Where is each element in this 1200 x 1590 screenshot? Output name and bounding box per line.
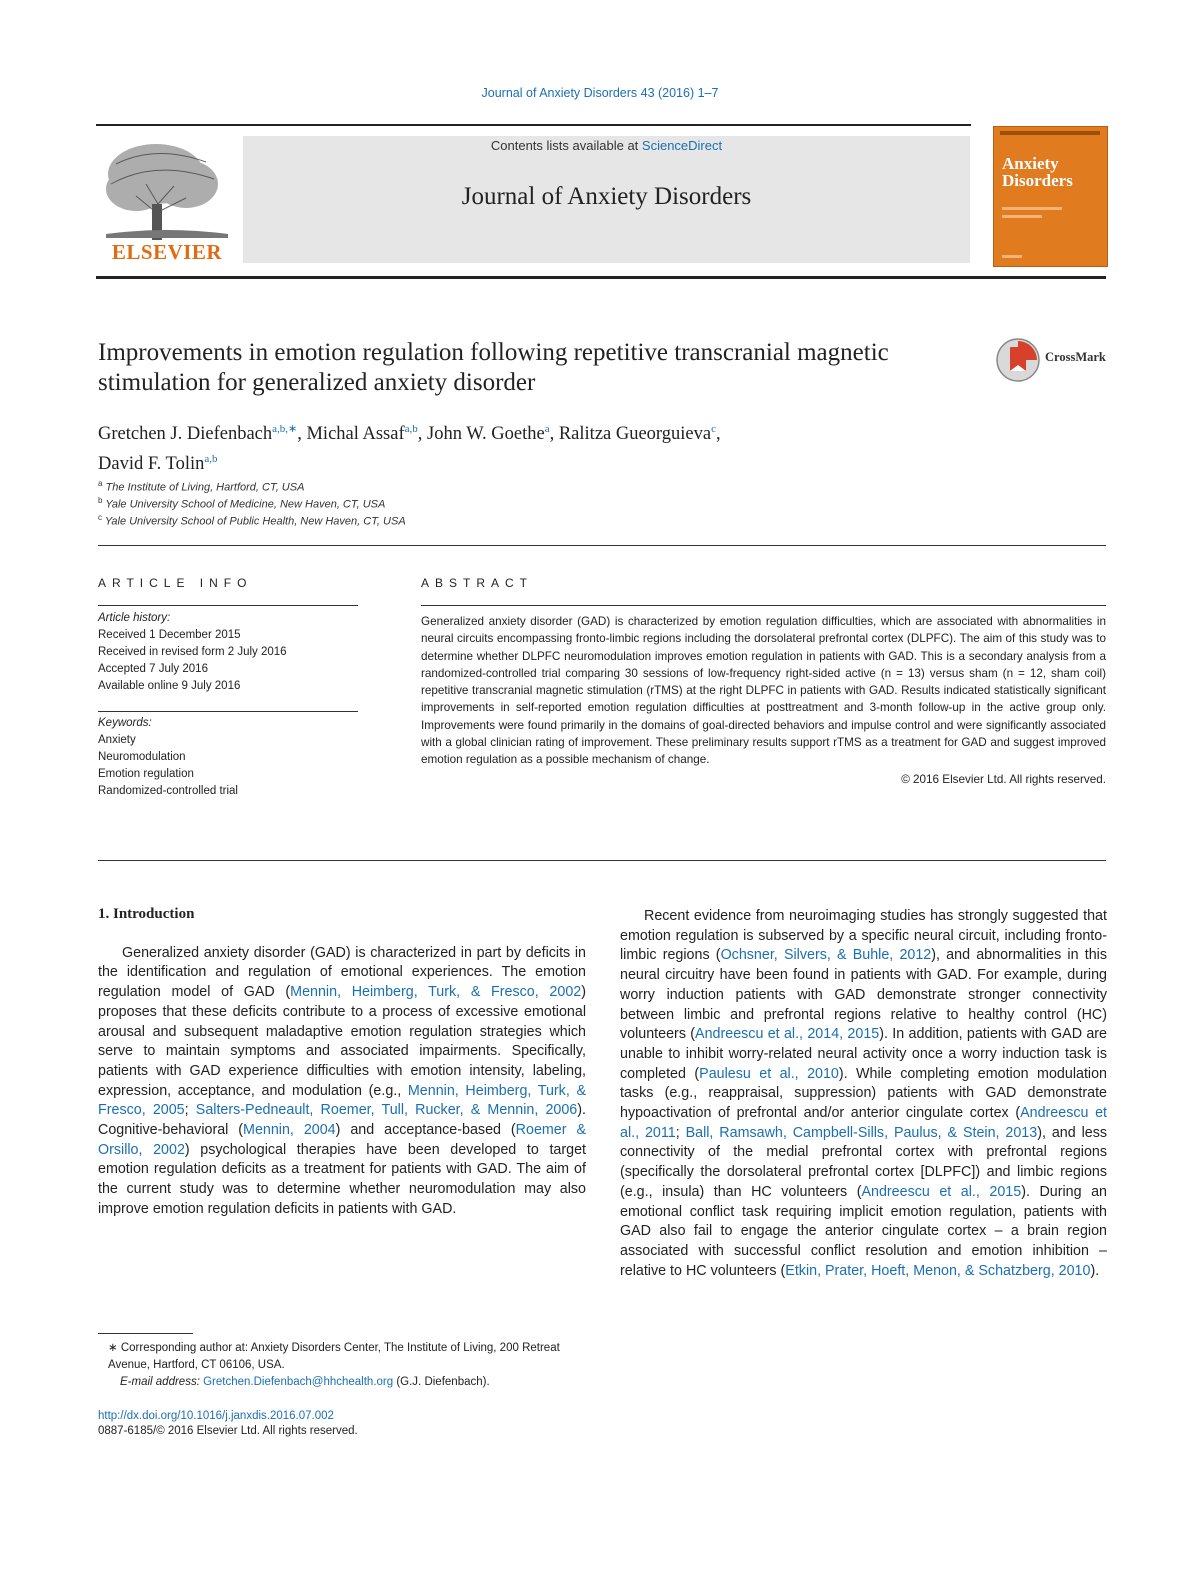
paragraph-text: ). In addition, patients with GAD are unable to inhibit worry-related neural activity once a worry induction task is completed ( bbox=[620, 1026, 1107, 1082]
elsevier-wordmark: ELSEVIER bbox=[111, 240, 223, 264]
journal-title: Journal of Anxiety Disorders bbox=[461, 183, 752, 210]
email-line bbox=[98, 1374, 586, 1391]
keyword: Neuromodulation bbox=[98, 751, 186, 763]
cover-detail-line bbox=[1002, 215, 1042, 218]
author-affiliation-marker[interactable]: c bbox=[711, 423, 716, 435]
abstract-heading: ABSTRACT bbox=[421, 576, 534, 590]
paragraph-text: ). During an emotional conflict task requiring implicit emotion regulation, patients with GAD also fail to engage the anterior cingulate cortex – a brain region associated with successful conflict resolution and emotion inhibition – relative to HC volunteers ( bbox=[620, 1183, 1107, 1279]
intro-paragraph-1 bbox=[98, 944, 586, 1220]
affiliation-marker: a bbox=[98, 479, 103, 488]
divider bbox=[98, 711, 358, 712]
column-left bbox=[98, 905, 586, 1220]
affiliation bbox=[98, 479, 304, 494]
footnote-rule bbox=[98, 1333, 193, 1334]
paragraph-text: Recent evidence from neuroimaging studies has strongly suggested that emotion regulation is subserved by a specific neural circuit, including fronto-limbic regions ( bbox=[620, 908, 1107, 964]
affiliation-text: Yale University School of Public Health, New Haven, CT, USA bbox=[104, 515, 406, 528]
header-bottom-rule bbox=[96, 276, 1106, 279]
abstract-copyright: © 2016 Elsevier Ltd. All rights reserved. bbox=[901, 772, 1106, 786]
divider bbox=[421, 605, 1106, 606]
history-entry: Available online 9 July 2016 bbox=[98, 680, 241, 692]
running-head[interactable]: Journal of Anxiety Disorders 43 (2016) 1–7 bbox=[481, 86, 719, 100]
author-name: John W. Goethe bbox=[427, 424, 545, 445]
affiliation bbox=[98, 496, 385, 511]
paragraph-text: ). While completing emotion modulation tasks (e.g., reappraisal, suppression) patients with GAD demonstrate hypoactivation of prefrontal and/or anterior cingulate cortex ( bbox=[620, 1065, 1107, 1122]
citation-link[interactable]: Etkin, Prater, Hoeft, Menon, & Schatzberg, 2010 bbox=[785, 1262, 1091, 1279]
affiliation-marker: c bbox=[98, 513, 102, 522]
author-affiliation-marker[interactable]: a,b bbox=[204, 453, 218, 466]
history-label: Article history: bbox=[98, 612, 171, 624]
paragraph-text: ; bbox=[184, 1102, 196, 1119]
cover-title-line-1: Anxiety bbox=[1002, 154, 1059, 173]
keywords bbox=[98, 715, 358, 800]
cover-title bbox=[1002, 155, 1073, 189]
paragraph-text: ). Cognitive-behavioral ( bbox=[98, 1102, 586, 1139]
paragraph-text: ), and less connectivity of the medial prefrontal cortex with prefrontal regions (specifically the dorsolateral prefrontal cortex [DLPFC]) and limbic regions (e.g., insula) than HC volunteers ( bbox=[620, 1124, 1107, 1200]
author-name: Gretchen J. Diefenbach bbox=[98, 424, 273, 445]
divider bbox=[98, 545, 1106, 546]
keywords-label: Keywords: bbox=[98, 717, 152, 729]
citation-link[interactable]: Mennin, Heimberg, Turk, & Fresco, 2005 bbox=[98, 1082, 586, 1119]
divider bbox=[98, 860, 1106, 861]
citation-link[interactable]: Ball, Ramsawh, Campbell-Sills, Paulus, & Stein, 2013 bbox=[685, 1124, 1038, 1141]
crossmark-badge[interactable] bbox=[995, 337, 1107, 383]
intro-paragraph-2 bbox=[620, 907, 1107, 1281]
header-top-rule bbox=[96, 124, 971, 126]
affiliation-text: The Institute of Living, Hartford, CT, USA bbox=[105, 481, 305, 494]
author-affiliation-marker[interactable]: a,b bbox=[404, 423, 418, 435]
citation-link[interactable]: Salters-Pedneault, Roemer, Tull, Rucker, & Mennin, 2006 bbox=[195, 1102, 578, 1119]
paragraph-text: ) and acceptance-based ( bbox=[335, 1122, 516, 1139]
cover-detail-line bbox=[1002, 207, 1062, 210]
paragraph-text: ). bbox=[1090, 1262, 1100, 1279]
cover-top-strip bbox=[1000, 131, 1100, 135]
history-entry: Received in revised form 2 July 2016 bbox=[98, 646, 287, 658]
citation-link[interactable]: Andreescu et al., 2015 bbox=[861, 1183, 1022, 1200]
article-title: Improvements in emotion regulation following repetitive transcranial magnetic stimulation for generalized anxiety disorder bbox=[98, 339, 889, 396]
keyword: Emotion regulation bbox=[98, 768, 194, 780]
history-entry: Received 1 December 2015 bbox=[98, 629, 241, 641]
citation-link[interactable]: Mennin, Heimberg, Turk, & Fresco, 2002 bbox=[290, 984, 582, 1001]
author-affiliation-marker[interactable]: a bbox=[544, 423, 550, 435]
email-label: E-mail address: bbox=[120, 1376, 204, 1388]
corresponding-footnote bbox=[98, 1340, 586, 1391]
author-list: Gretchen J. Diefenbach$^{a,b,∗}$, Michal Assaf$^{a,b}$, John W. Goethe$^a$, Ralitza Gueorguieva$^c$, David F. Tolin$^{a,b}$ bbox=[98, 423, 721, 475]
affiliation-marker: b bbox=[98, 496, 103, 505]
doi-block bbox=[98, 1409, 586, 1439]
abstract-text: Generalized anxiety disorder (GAD) is characterized by emotion regulation difficulties, which are associated with abnormalities in neural circuits encompassing fronto-limbic regions including the dorsolateral prefrontal cortex (DLPFC). The aim of this study was to determine whether DLPFC neuromodulation improves emotion regulation in patients with GAD. This is a secondary analysis from a randomized-controlled trial comparing 30 sessions of low-frequency right-sided active (n = 13) versus sham (n = 12, sham coil) repetitive transcranial magnetic stimulation (rTMS) at the right DLPFC in patients with GAD. Results indicated statistically significant improvements in self-reported emotion regulation difficulties at posttreatment and 3-month follow-up in the active group only. Improvements were found primarily in the domains of goal-directed behaviors and impulse control and were significantly associated with a global clinician rating of improvement. These preliminary results support rTMS as a treatment for GAD and suggest improved emotion regulation as a possible mechanism of change. bbox=[421, 615, 1106, 767]
affiliation bbox=[98, 513, 406, 528]
citation-link[interactable]: Mennin, 2004 bbox=[243, 1122, 336, 1139]
paragraph-text: ) proposes that these deficits contribute to a process of excessive emotional arousal and subsequent maladaptive emotion regulation strategies which serve to maintain symptoms and associated impairments. Specifically, patients with GAD experience difficulties with emotion intensity, labeling, expression, acceptance, and modulation (e.g., bbox=[98, 984, 586, 1099]
keyword: Randomized-controlled trial bbox=[98, 785, 238, 797]
issn-line: 0887-6185/© 2016 Elsevier Ltd. All rights reserved. bbox=[98, 1425, 358, 1437]
paragraph-text: ), and abnormalities in this neural circuitry have been found in patients with GAD. For example, during worry induction patients with GAD demonstrate stronger connectivity between limbic and prefrontal regions relative to healthy control (HC) volunteers ( bbox=[620, 947, 1107, 1043]
paragraph-text: Generalized anxiety disorder (GAD) is characterized in part by deficits in the identification and regulation of emotional experiences. The emotion regulation model of GAD ( bbox=[98, 944, 586, 1001]
author-name: David F. Tolin bbox=[98, 454, 205, 475]
citation-link[interactable]: Andreescu et al., 2011 bbox=[620, 1105, 1107, 1141]
email-suffix: (G.J. Diefenbach). bbox=[393, 1376, 490, 1388]
contents-prefix: Contents lists available at bbox=[490, 138, 642, 153]
affiliation-text: Yale University School of Medicine, New Haven, CT, USA bbox=[105, 498, 386, 511]
divider bbox=[98, 605, 358, 606]
paragraph-text: ) psychological therapies have been developed to target emotion regulation deficits as a treatment for patients with GAD. The aim of the current study was to determine whether neuromodulation may also improve emotion regulation deficits in patients with GAD. bbox=[98, 1141, 586, 1217]
keyword: Anxiety bbox=[98, 734, 136, 746]
corresponding-author: ∗ Corresponding author at: Anxiety Disorders Center, The Institute of Living, 200 Retreat Avenue, Hartford, CT 06106, USA. bbox=[108, 1342, 560, 1371]
citation-link[interactable]: Paulesu et al., 2010 bbox=[699, 1065, 839, 1082]
crossmark-icon bbox=[995, 337, 1041, 383]
contents-line bbox=[243, 138, 970, 153]
column-right bbox=[620, 907, 1107, 1281]
history-entry: Accepted 7 July 2016 bbox=[98, 663, 208, 675]
article-history bbox=[98, 610, 358, 695]
author-affiliation-marker[interactable]: a,b,∗ bbox=[272, 423, 298, 435]
section-heading: 1. Introduction bbox=[98, 906, 195, 922]
author-name: Ralitza Gueorguieva bbox=[558, 424, 712, 445]
crossmark-label: CrossMark bbox=[1045, 350, 1106, 364]
citation-link[interactable]: Ochsner, Silvers, & Buhle, 2012 bbox=[720, 947, 932, 964]
email-link[interactable]: Gretchen.Diefenbach@hhchealth.org bbox=[203, 1376, 394, 1388]
cover-title-line-2: Disorders bbox=[1002, 171, 1073, 190]
article-info-heading: ARTICLE INFO bbox=[98, 576, 253, 590]
doi-link[interactable]: http://dx.doi.org/10.1016/j.janxdis.2016.07.002 bbox=[98, 1410, 334, 1422]
abstract bbox=[421, 613, 1106, 788]
journal-cover-thumbnail[interactable] bbox=[993, 126, 1108, 267]
citation-link[interactable]: Roemer & Orsillo, 2002 bbox=[98, 1122, 586, 1158]
citation-link[interactable]: Andreescu et al., 2014, 2015 bbox=[695, 1026, 880, 1043]
cover-detail-line bbox=[1002, 255, 1022, 258]
paragraph-text: ; bbox=[675, 1124, 686, 1141]
author-name: Michal Assaf bbox=[306, 424, 405, 445]
sciencedirect-link[interactable]: ScienceDirect bbox=[641, 138, 723, 153]
